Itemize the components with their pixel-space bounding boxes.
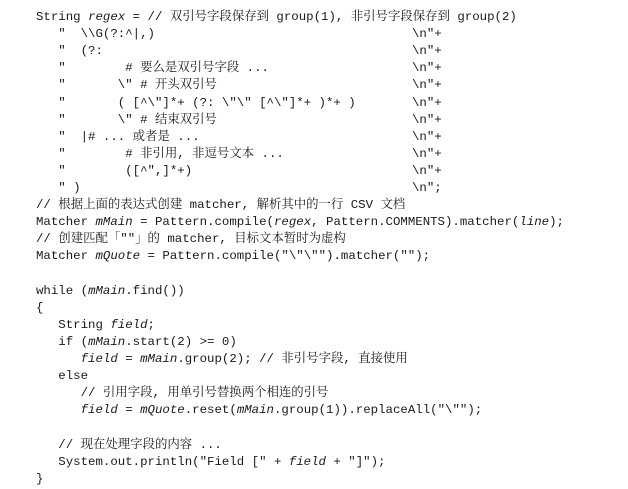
code-text: .group(2); // 非引号字段, 直接使用 bbox=[177, 352, 408, 366]
line-continuation: \n"+ bbox=[412, 61, 442, 76]
code-identifier: mMain bbox=[88, 283, 126, 298]
code-text: String bbox=[36, 10, 89, 24]
code-text: if ( bbox=[36, 334, 89, 349]
code-text: // 现在处理字段的内容 ... bbox=[36, 437, 222, 452]
code-identifier: mMain bbox=[236, 403, 274, 418]
code-line bbox=[36, 281, 185, 301]
code-line bbox=[36, 452, 386, 472]
code-identifier: regex bbox=[88, 10, 126, 24]
code-text: " ([^",]*+) bbox=[36, 163, 193, 178]
code-text: + "]"); bbox=[326, 454, 386, 469]
code-text bbox=[36, 403, 81, 417]
code-identifier: mQuote bbox=[140, 403, 185, 418]
code-text: " |# ... 或者是 ... bbox=[36, 129, 200, 144]
line-continuation: \n"+ bbox=[412, 27, 442, 42]
code-line bbox=[36, 349, 408, 369]
code-identifier: field bbox=[80, 352, 118, 366]
code-text: System.out.println("Field [" + bbox=[36, 454, 289, 469]
code-text: Matcher bbox=[36, 215, 96, 230]
code-text: " # 要么是双引号字段 ... bbox=[36, 61, 269, 76]
code-text: " (?: bbox=[36, 44, 103, 59]
code-text: .find()) bbox=[125, 283, 185, 298]
code-text: .start(2) >= 0) bbox=[125, 334, 237, 349]
line-continuation: \n"+ bbox=[412, 78, 442, 93]
code-text: ); bbox=[549, 215, 564, 230]
code-text: = bbox=[117, 403, 141, 418]
line-continuation: \n"+ bbox=[412, 112, 442, 127]
code-text: , Pattern.COMMENTS).matcher( bbox=[311, 215, 520, 230]
code-line bbox=[36, 246, 430, 266]
code-text: // 根据上面的表达式创建 matcher, 解析其中的一行 CSV 文档 bbox=[36, 198, 406, 213]
line-continuation: \n"+ bbox=[412, 129, 442, 144]
code-text bbox=[36, 352, 81, 366]
code-text: " ( [^\"]*+ (?: \"\" [^\"]*+ )*+ ) bbox=[36, 95, 356, 110]
code-text: { bbox=[36, 300, 44, 315]
line-continuation: \n"; bbox=[412, 181, 442, 195]
code-text: " \" # 结束双引号 bbox=[36, 112, 217, 127]
code-text: " \\G(?:^|,) bbox=[36, 27, 155, 42]
code-text: = // 双引号字段保存到 group(1), 非引号字段保存到 group(2) bbox=[125, 10, 517, 24]
code-identifier: field bbox=[288, 454, 326, 469]
code-text: " # 非引用, 非逗号文本 ... bbox=[36, 146, 284, 161]
code-text: " ) bbox=[36, 181, 81, 195]
code-identifier: mMain bbox=[88, 334, 126, 349]
code-text: else bbox=[36, 369, 89, 384]
code-text: } bbox=[36, 471, 44, 486]
code-line bbox=[36, 400, 482, 420]
code-text: = bbox=[117, 352, 141, 366]
line-continuation: \n"+ bbox=[412, 163, 442, 178]
code-text: // 引用字段, 用单引号替换两个相连的引号 bbox=[36, 386, 329, 401]
code-text: Matcher bbox=[36, 249, 96, 264]
code-identifier: line bbox=[519, 215, 550, 230]
code-text: = Pattern.compile("\"\"").matcher(""); bbox=[140, 249, 431, 264]
code-text: .reset( bbox=[184, 403, 237, 418]
code-identifier: mMain bbox=[95, 215, 133, 230]
code-text: ; bbox=[147, 317, 155, 332]
code-text: .group(1)).replaceAll("\""); bbox=[274, 403, 483, 418]
code-text: " \" # 开头双引号 bbox=[36, 78, 217, 93]
code-identifier: regex bbox=[273, 215, 312, 230]
code-text: while ( bbox=[36, 283, 89, 298]
code-identifier: mQuote bbox=[95, 249, 141, 264]
code-text: // 创建匹配「""」的 matcher, 目标文本暂时为虚构 bbox=[36, 232, 346, 247]
code-identifier: field bbox=[110, 317, 148, 332]
code-identifier: field bbox=[80, 403, 118, 418]
code-line bbox=[36, 469, 43, 489]
code-text: = Pattern.compile( bbox=[132, 215, 274, 230]
code-identifier: mMain bbox=[140, 352, 178, 366]
line-continuation: \n"+ bbox=[412, 44, 442, 59]
code-text: String bbox=[36, 317, 111, 332]
line-continuation: \n"+ bbox=[412, 146, 442, 161]
line-continuation: \n"+ bbox=[412, 95, 442, 110]
